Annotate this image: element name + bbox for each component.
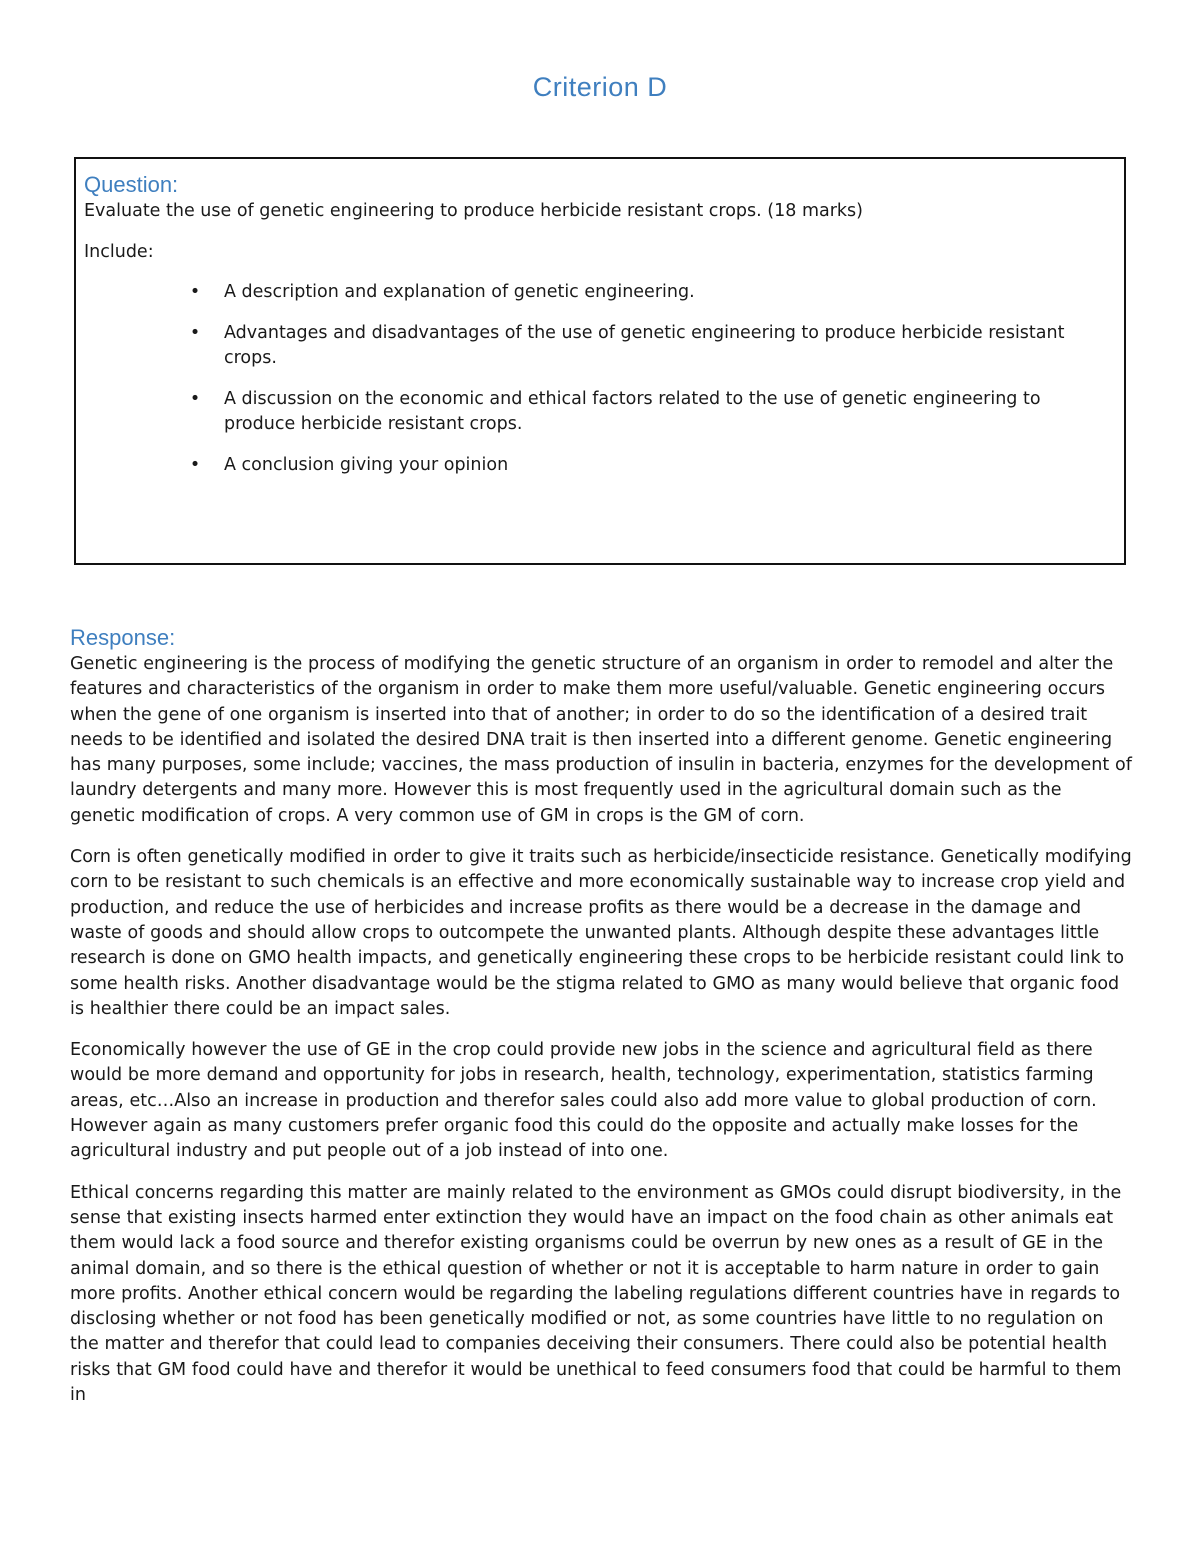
page-title: Criterion D [532, 72, 668, 102]
list-item-text: A conclusion giving your opinion [224, 455, 509, 475]
bullet-icon: • [189, 323, 201, 343]
response-paragraph: Ethical concerns regarding this matter are mainly related to the environment as GMOs could disrupt biodiversity, in the sense that existing insects harmed enter extinction they would have an impact on the food chain as other animals eat them would lack a food source and therefor existing organisms could be overrun by new ones as a result of GE in the animal domain, and so there is the ethical question of whether or not it is acceptable to harm nature in order to gain more profits. Another ethical concern would be regarding the labeling regulations different countries have in regards to disclosing whether or not food has been genetically modified or not, as some countries have little to no regulation on the matter and therefor that could lead to companies deceiving their consumers. There could also be potential health risks that GM food could have and therefor it would be unethical to feed consumers food that could be harmful to them in [70, 1182, 1122, 1406]
list-item [189, 280, 1116, 305]
question-box [74, 157, 1126, 565]
list-item-text: A description and explanation of genetic engineering. [224, 282, 695, 302]
bullet-icon: • [189, 282, 201, 302]
response-section [70, 624, 1132, 1424]
question-prompt: Evaluate the use of genetic engineering to produce herbicide resistant crops. (18 marks) [84, 201, 863, 221]
response-paragraph: Genetic engineering is the process of modifying the genetic structure of an organism in order to remodel and alter the features and characteristics of the organism in order to make them more useful/valuable. Genetic engineering occurs when the gene of one organism is inserted into that of another; in order to do so the identification of a desired trait needs to be identified and isolated the desired DNA trait is then inserted into a different genome. Genetic engineering has many purposes, some include; vaccines, the mass production of insulin in bacteria, enzymes for the development of laundry detergents and many more. However this is most frequently used in the agricultural domain such as the genetic modification of crops. A very common use of GM in crops is the GM of corn. [70, 654, 1132, 826]
question-heading: Question: [84, 172, 179, 197]
list-item-text: Advantages and disadvantages of the use of genetic engineering to produce herbicide resistant crops. [224, 323, 1065, 368]
list-item [189, 453, 1116, 478]
bullet-icon: • [189, 389, 201, 409]
response-paragraph: Corn is often genetically modified in order to give it traits such as herbicide/insecticide resistance. Genetically modifying corn to be resistant to such chemicals is an effective and more economically sustainable way to increase crop yield and production, and reduce the use of herbicides and increase profits as there would be a decrease in the damage and waste of goods and should allow crops to outcompete the unwanted plants. Although despite these advantages little research is done on GMO health impacts, and genetically engineering these crops to be herbicide resistant could link to some health risks. Another disadvantage would be the stigma related to GMO as many would believe that organic food is healthier there could be an impact sales. [70, 847, 1132, 1019]
include-label: Include: [84, 242, 154, 262]
list-item-text: A discussion on the economic and ethical factors related to the use of genetic engineering to produce herbicide resistant crops. [224, 389, 1041, 434]
list-item [189, 321, 1116, 371]
response-paragraph: Economically however the use of GE in the crop could provide new jobs in the science and agricultural field as there would be more demand and opportunity for jobs in research, health, technology, experimentation, statistics farming areas, etc…Also an increase in production and therefor sales could also add more value to global production of corn. However again as many customers prefer organic food this could do the opposite and actually make losses for the agricultural industry and put people out of a job instead of into one. [70, 1040, 1097, 1162]
bullet-icon: • [189, 455, 201, 475]
response-heading: Response: [70, 625, 176, 650]
list-item [189, 387, 1116, 437]
requirements-list [84, 280, 1116, 478]
